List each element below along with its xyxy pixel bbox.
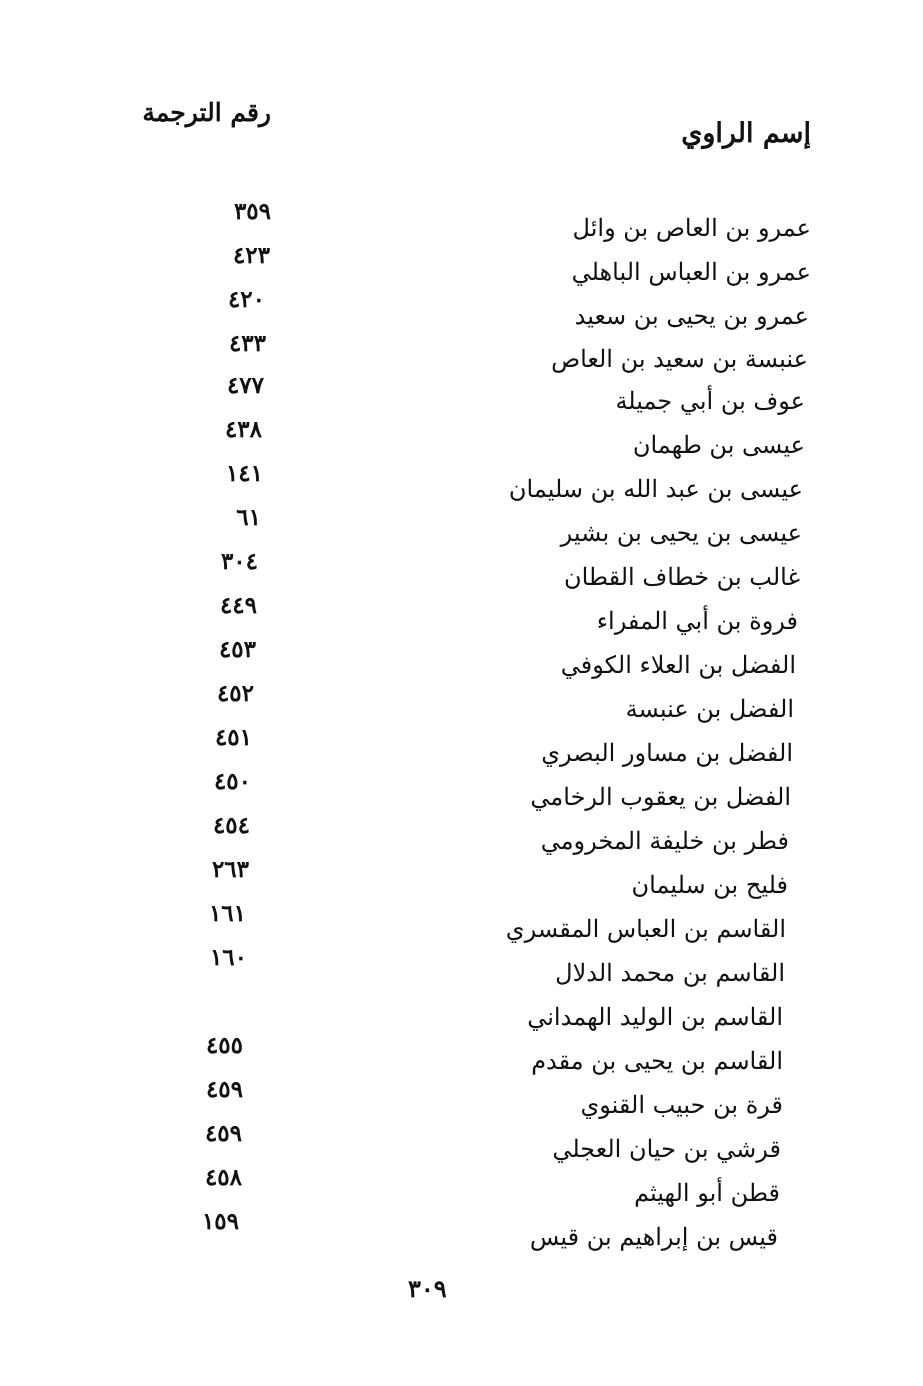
biography-number: ٤٥٠ [213, 768, 251, 795]
narrator-name: القاسم بن العباس المقسري [505, 915, 786, 943]
biography-number: ٤٥٣ [218, 636, 256, 663]
biography-number: ٣٥٩ [233, 198, 271, 225]
column-header-narrator-name: إسم الراوي [681, 118, 811, 149]
biography-number: ٤٥٢ [216, 680, 254, 707]
narrator-name: قرشي بن حيان العجلي [552, 1135, 781, 1163]
narrator-name: قيس بن إبراهيم بن قيس [529, 1223, 778, 1251]
narrator-name: القاسم بن محمد الدلال [555, 959, 785, 987]
biography-number: ٤٥٥ [205, 1032, 243, 1059]
narrator-name: عمرو بن العاص بن وائل [572, 214, 811, 242]
biography-number: ١٥٩ [201, 1208, 239, 1235]
biography-number: ٤٧٧ [226, 372, 264, 399]
biography-number: ٤٤٩ [219, 592, 257, 619]
narrator-name: عوف بن أبي جميلة [615, 387, 805, 415]
biography-number: ٤٢٣ [232, 242, 270, 269]
biography-number: ٤٢٠ [227, 286, 265, 313]
narrator-name: عيسى بن يحيى بن بشير [560, 519, 802, 547]
biography-number: ٤٥١ [214, 724, 252, 751]
biography-number: ٣٠٤ [220, 548, 258, 575]
biography-number: ١٦٠ [209, 944, 247, 971]
narrator-name: الفضل بن يعقوب الرخامي [530, 783, 791, 811]
narrator-name: عنبسة بن سعيد بن العاص [551, 345, 808, 373]
page-number: ٣٠٩ [408, 1274, 447, 1303]
narrator-name: قرة بن حبيب القنوي [580, 1091, 783, 1119]
narrator-name: فروة بن أبي المفراء [596, 607, 798, 635]
biography-number: ٤٥٩ [204, 1120, 242, 1147]
narrator-name: الفضل بن عنبسة [625, 695, 794, 723]
narrator-name: عيسى بن عبد الله بن سليمان [508, 475, 803, 503]
biography-number: ١٤١ [225, 460, 263, 487]
biography-number: ٤٥٨ [204, 1164, 242, 1191]
biography-number: ٦١ [236, 504, 261, 531]
biography-number: ١٦١ [208, 900, 246, 927]
column-header-biography-number: رقم الترجمة [142, 98, 271, 127]
narrator-name: فطر بن خليفة المخرومي [540, 827, 789, 855]
biography-number: ٤٥٤ [212, 812, 250, 839]
narrator-name: القاسم بن يحيى بن مقدم [531, 1047, 783, 1075]
narrator-name: عمرو بن العباس الباهلي [571, 258, 811, 286]
biography-number: ٤٣٨ [224, 416, 262, 443]
biography-number: ٤٥٩ [205, 1076, 243, 1103]
narrator-name: عمرو بن يحيى بن سعيد [574, 302, 809, 330]
biography-number: ٤٣٣ [228, 330, 266, 357]
narrator-name: الفضل بن مساور البصري [541, 739, 793, 767]
narrator-name: قطن أبو الهيثم [634, 1179, 780, 1207]
biography-number: ٢٦٣ [211, 856, 249, 883]
narrator-name: القاسم بن الوليد الهمداني [527, 1003, 783, 1031]
narrator-name: فليح بن سليمان [631, 871, 788, 899]
narrator-name: عيسى بن طهمان [632, 431, 805, 459]
narrator-name: غالب بن خطاف القطان [563, 563, 800, 591]
narrator-name: الفضل بن العلاء الكوفي [560, 651, 796, 679]
